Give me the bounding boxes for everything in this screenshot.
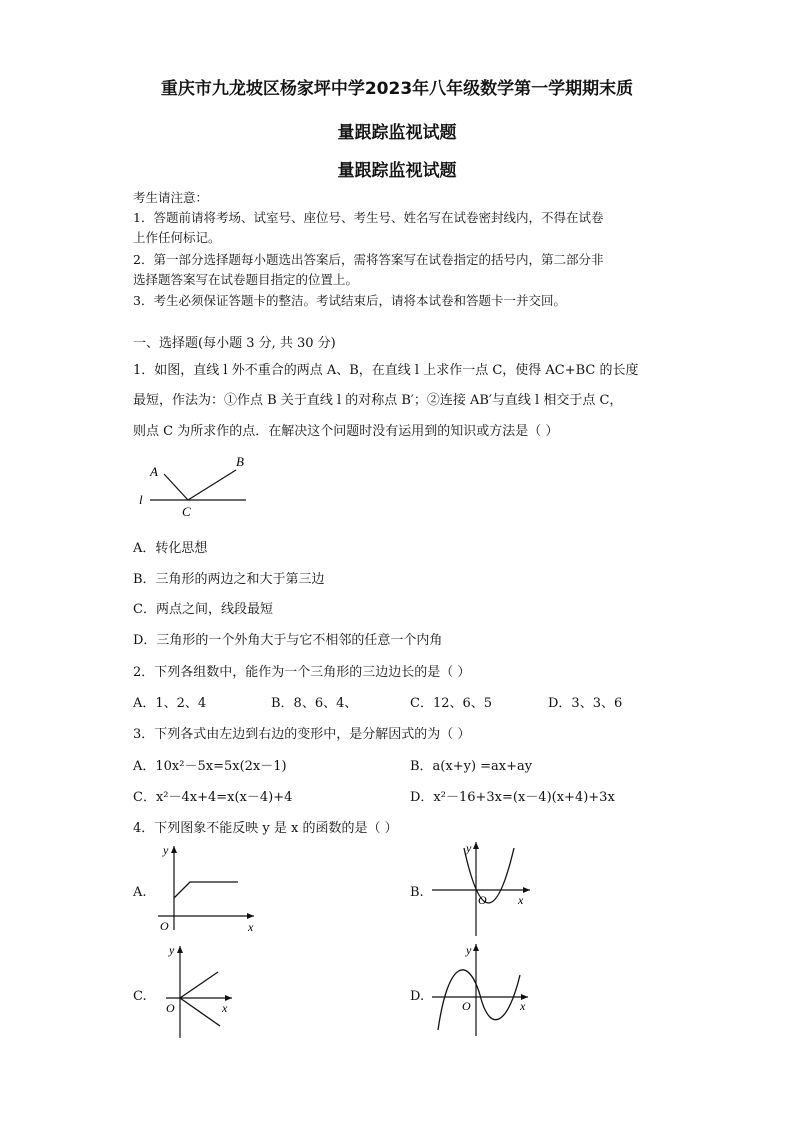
svg-text:O: O: [478, 893, 487, 907]
page-title: 重庆市九龙坡区杨家坪中学2023年八年级数学第一学期期末质: [160, 79, 634, 99]
q1-figure: [136, 452, 256, 520]
q1-label-l: l: [139, 492, 143, 507]
q4-stem: 4．下列图象不能反映 y 是 x 的函数的是（ ）: [133, 821, 398, 836]
q2-stem: 2．下列各组数中，能作为一个三角形的三边边长的是（ ）: [133, 665, 471, 680]
notice-item-2-cont: 选择题答案写在试卷题目指定的位置上。: [133, 272, 359, 287]
q1-stem-line1: 1．如图，直线 l 外不重合的两点 A、B，在直线 l 上求作一点 C，使得 AC+BC 的长度: [133, 363, 639, 378]
notice-item-1: 1．答题前请将考场、试室号、座位号、考生号、姓名写在试卷密封线内，不得在试卷: [133, 210, 604, 225]
q1-label-b: B: [236, 454, 244, 469]
q1-option-a: A．转化思想: [133, 541, 208, 556]
q2-option-d: D．3、3、6: [548, 696, 623, 711]
q2-option-c: C．12、6、5: [410, 696, 493, 711]
svg-text:y: y: [466, 841, 472, 855]
q3-stem: 3．下列各式由左边到右边的变形中，是分解因式的为（ ）: [133, 727, 471, 742]
q1-option-b: B．三角形的两边之和大于第三边: [133, 572, 325, 587]
q4-graph-c: [162, 940, 242, 1040]
notice-item-3: 3．考生必须保证答题卡的整洁。考试结束后，请将本试卷和答题卡一并交回。: [133, 293, 566, 308]
svg-text:O: O: [166, 1001, 175, 1015]
svg-text:x: x: [518, 893, 524, 907]
q1-label-a: A: [150, 464, 158, 479]
q4-option-d-label: D.: [410, 989, 425, 1004]
q4-graph-a: [150, 840, 265, 935]
notice-item-2: 2．第一部分选择题每小题选出答案后，需将答案写在试卷指定的括号内，第二部分非: [133, 252, 604, 267]
q2-option-a: A．1、2、4: [133, 696, 207, 711]
svg-text:O: O: [160, 919, 169, 933]
q1-option-d: D．三角形的一个外角大于与它不相邻的任意一个内角: [133, 633, 443, 648]
svg-text:x: x: [248, 920, 254, 934]
svg-text:O: O: [462, 999, 471, 1013]
svg-text:y: y: [169, 943, 175, 957]
q1-option-c: C．两点之间，线段最短: [133, 602, 273, 617]
notice-item-1-cont: 上作任何标记。: [133, 230, 221, 245]
q4-option-c-label: C.: [133, 989, 147, 1004]
svg-text:y: y: [163, 843, 169, 857]
page-title-line3: 量跟踪监视试题: [337, 161, 457, 181]
svg-text:x: x: [520, 999, 526, 1013]
q1-segment-bc: [188, 470, 236, 500]
q2-option-b: B．8、6、4、: [271, 696, 358, 711]
page-title-line2: 量跟踪监视试题: [337, 123, 457, 143]
q4-graph-b: [428, 838, 543, 938]
q4-graph-d: [428, 940, 543, 1040]
q3-option-b: B．a(x+y) =ax+ay: [410, 759, 533, 774]
q1-stem-line2: 最短，作法为：①作点 B 关于直线 l 的对称点 B′；②连接 AB′与直线 l 相交于点 C，: [133, 393, 623, 408]
q3-option-c: C．x²－4x+4=x(x－4)+4: [133, 790, 293, 805]
q4-option-b-label: B.: [410, 885, 424, 900]
q3-option-d: D．x²－16+3x=(x－4)(x+4)+3x: [410, 790, 615, 805]
q1-label-c: C: [182, 504, 191, 519]
svg-text:x: x: [222, 1001, 228, 1015]
section-heading: 一、选择题(每小题 3 分, 共 30 分): [133, 336, 336, 351]
q1-segment-ac: [164, 474, 188, 500]
svg-text:y: y: [466, 943, 472, 957]
notice-heading: 考生请注意：: [133, 190, 209, 205]
q1-stem-line3: 则点 C 为所求作的点．在解决这个问题时没有运用到的知识或方法是（ ）: [133, 424, 559, 439]
q4-option-a-label: A.: [133, 885, 147, 900]
q3-option-a: A．10x²－5x=5x(2x－1): [133, 759, 287, 774]
